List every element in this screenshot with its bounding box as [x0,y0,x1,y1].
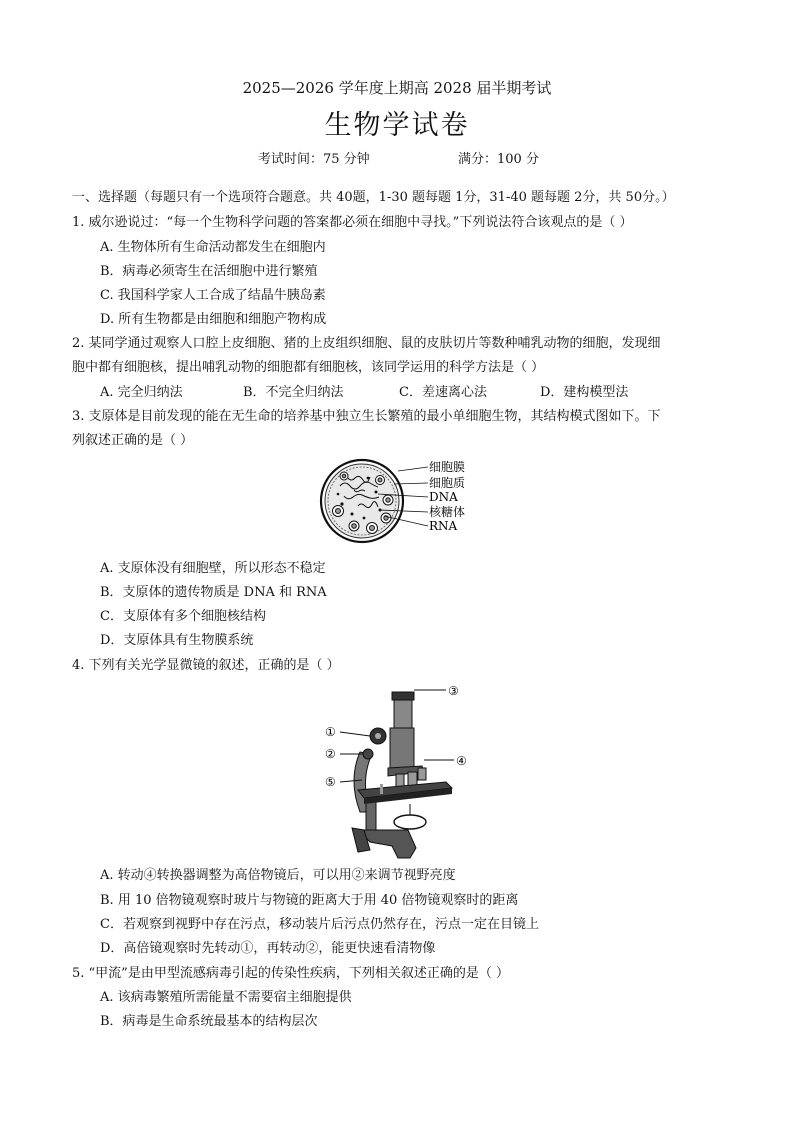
label-dna: DNA [429,490,458,504]
microscope-base [352,828,416,858]
q5-option-b: B．病毒是生命系统最基本的结构层次 [100,1014,318,1029]
q3-option-b: B．支原体的遗传物质是 DNA 和 RNA [100,585,327,600]
label-ribosome: 核糖体 [429,505,466,519]
q2-option-a: A. 完全归纳法 [100,385,183,400]
q1-option-b: B．病毒必须寄生在活细胞中进行繁殖 [100,264,318,279]
q3-option-a: A. 支原体没有细胞壁，所以形态不稳定 [100,561,326,576]
q2-option-b: B．不完全归纳法 [243,385,344,400]
q5-stem: 5. “甲流”是由甲型流感病毒引起的传染性疾病，下列相关叙述正确的是（ ） [72,966,509,981]
label-coarse-knob: ① [325,725,336,739]
label-eyepiece: ③ [448,684,459,698]
full-score: 满分：100 分 [458,152,539,167]
q2-option-c: C．差速离心法 [399,385,487,400]
exam-line: 2025—2026 学年度上期高 2028 届半期考试 [242,79,552,97]
label-rna: RNA [429,519,458,533]
page-title: 生物学试卷 [324,110,470,141]
q1-option-c: C. 我国科学家人工合成了结晶牛胰岛素 [100,288,326,303]
q4-option-d: D．高倍镜观察时先转动①，再转动②，能更快速看清物像 [100,941,436,956]
q2-stem-line2: 胞中都有细胞核，提出哺乳动物的细胞都有细胞核，该同学运用的科学方法是（ ） [72,360,545,375]
fine-adjustment-knob [363,749,373,759]
q3-option-c: C．支原体有多个细胞核结构 [100,609,266,624]
q4-stem: 4. 下列有关光学显微镜的叙述，正确的是（ ） [72,658,340,673]
exam-time: 考试时间：75 分钟 [258,152,370,167]
label-cytoplasm: 细胞质 [429,476,466,490]
label-cell-membrane: 细胞膜 [429,460,466,474]
q1-option-a: A. 生物体所有生命活动都发生在细胞内 [100,240,326,255]
mirror [394,804,426,829]
q3-stem-line1: 3. 支原体是目前发现的能在无生命的培养基中独立生长繁殖的最小单细胞生物，其结构模式图如下。下 [72,409,661,424]
q4-option-a: A. 转动④转换器调整为高倍物镜后，可以用②来调节视野亮度 [100,868,456,883]
label-arm: ⑤ [325,775,336,789]
stage [358,782,452,804]
mycoplasma-diagram [318,456,478,546]
q1-option-d: D. 所有生物都是由细胞和细胞产物构成 [100,312,327,327]
coarse-adjustment-knob [370,728,386,744]
microscope-tube [390,692,414,770]
q5-option-a: A. 该病毒繁殖所需能量不需要宿主细胞提供 [100,990,352,1005]
q2-stem-line1: 2. 某同学通过观察人口腔上皮细胞、猪的上皮组织细胞、鼠的皮肤切片等数种哺乳动物的细胞，发现细 [72,336,661,351]
section-heading: 一、选择题（每题只有一个选项符合题意。共 40题，1-30 题每题 1分，31-40 题每题 2分，共 50分。） [72,190,675,205]
q3-stem-line2: 列叙述正确的是（ ） [72,433,194,448]
q2-option-d: D．建构模型法 [540,385,629,400]
q3-option-d: D．支原体具有生物膜系统 [100,633,254,648]
q1-stem: 1. 威尔逊说过：“每一个生物科学问题的答案都必须在细胞中寻找。”下列说法符合该观点的是（ ） [72,215,633,230]
label-fine-knob: ② [325,747,336,761]
microscope-diagram [318,680,478,860]
q4-option-b: B. 用 10 倍物镜观察时玻片与物镜的距离大于用 40 倍物镜观察时的距离 [100,893,519,908]
label-nosepiece: ④ [456,754,467,768]
q4-option-c: C．若观察到视野中存在污点，移动装片后污点仍然存在，污点一定在目镜上 [100,917,539,932]
